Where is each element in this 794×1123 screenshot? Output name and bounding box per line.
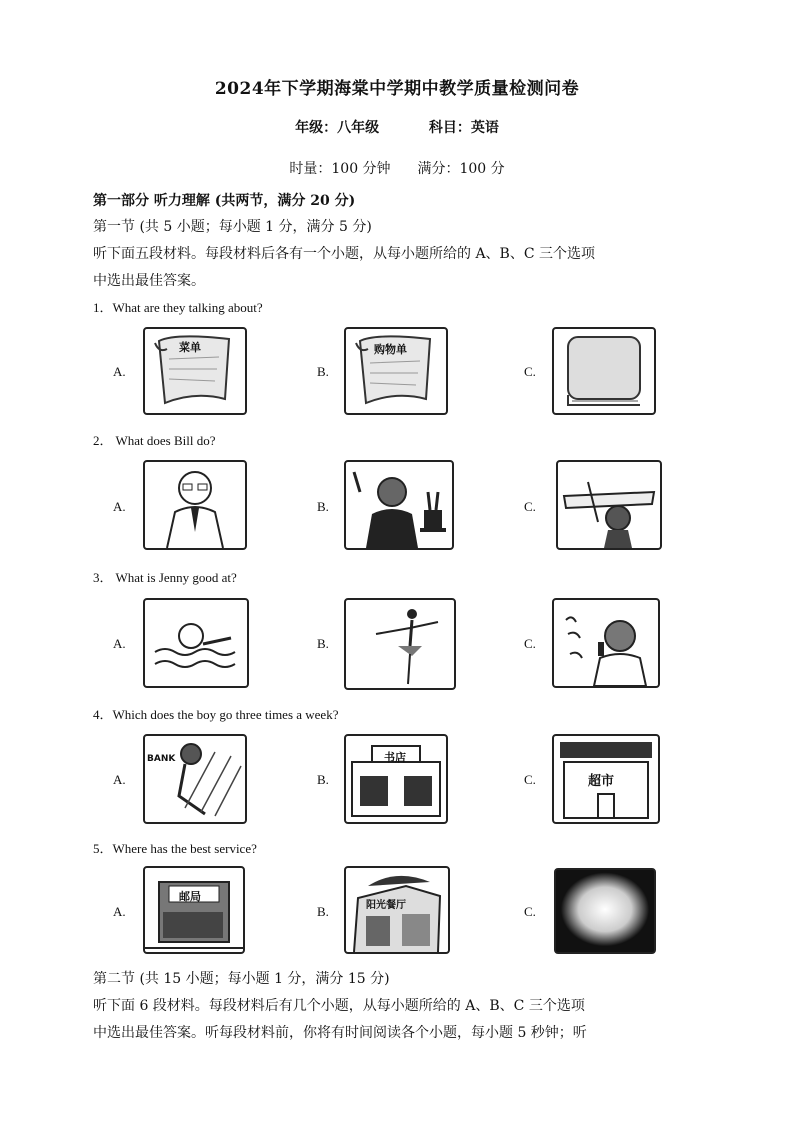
q1-option-b[interactable]: B. — [317, 364, 329, 379]
q5-image-a-label: 邮局 — [179, 890, 201, 903]
subject-label: 科目：英语 — [428, 120, 499, 136]
q2-option-a[interactable]: A. — [113, 499, 126, 514]
q4-image-c-supermarket — [552, 734, 660, 824]
q3-image-a-swimming — [143, 598, 249, 688]
q1-option-a[interactable]: A. — [113, 364, 126, 379]
question-3-text: 3． What is Jenny good at? — [93, 570, 237, 585]
q5-option-a[interactable]: A. — [113, 904, 126, 919]
q5-option-c[interactable]: C. — [524, 904, 536, 919]
q5-image-c-dark-screen — [554, 868, 656, 954]
q3-option-a[interactable]: A. — [113, 636, 126, 651]
q1-image-a-menu-scroll — [143, 327, 247, 415]
section1-instruction-1: 听下面五段材料。每段材料后各有一个小题，从每小题所给的 A、B、C 三个选项 — [93, 246, 596, 262]
part1-heading: 第一部分 听力理解 (共两节，满分 20 分) — [93, 193, 356, 209]
q1-option-c[interactable]: C. — [524, 364, 536, 379]
exam-meta-time-score — [0, 158, 794, 178]
q2-option-c[interactable]: C. — [524, 499, 536, 514]
q5-image-b-restaurant — [344, 866, 450, 954]
q3-option-c[interactable]: C. — [524, 636, 536, 651]
q4-image-a-bank-running — [143, 734, 247, 824]
question-2-text: 2． What does Bill do? — [93, 433, 216, 448]
q4-option-c[interactable]: C. — [524, 772, 536, 787]
q4-option-b[interactable]: B. — [317, 772, 329, 787]
q2-image-c-pilot-plane — [556, 460, 662, 550]
q1-image-b-label: 购物单 — [374, 343, 407, 356]
q4-option-a[interactable]: A. — [113, 772, 126, 787]
time-limit: 时量：100 分钟 — [289, 161, 391, 177]
q5-image-a-post-office — [143, 866, 245, 954]
section1-instruction-2: 中选出最佳答案。 — [93, 273, 205, 289]
q5-image-b-label: 阳光餐厅 — [366, 900, 406, 911]
section1-heading: 第一节 (共 5 小题；每小题 1 分，满分 5 分) — [93, 219, 372, 235]
q3-image-b-ballet — [344, 598, 456, 690]
q4-image-b-label: 书店 — [384, 751, 406, 764]
section2-instruction-1: 听下面 6 段材料。每段材料后有几个小题，从每小题所给的 A、B、C 三个选项 — [93, 998, 585, 1014]
q3-option-b[interactable]: B. — [317, 636, 329, 651]
q3-image-c-singing — [552, 598, 660, 688]
q1-image-b-shopping-list-scroll — [344, 327, 448, 415]
question-5-text: 5．Where has the best service? — [93, 841, 257, 856]
question-4-text: 4．Which does the boy go three times a week? — [93, 707, 339, 722]
grade-label: 年级：八年级 — [295, 120, 380, 136]
q4-image-a-label: BANK — [147, 754, 176, 764]
q1-image-a-label: 菜单 — [179, 341, 201, 354]
q2-image-b-magician — [344, 460, 454, 550]
exam-meta-grade-subject — [0, 117, 794, 137]
q2-image-a-doctor — [143, 460, 247, 550]
q2-option-b[interactable]: B. — [317, 499, 329, 514]
q4-image-c-label: 超市 — [588, 774, 615, 789]
question-1-text: 1．What are they talking about? — [93, 300, 263, 315]
q5-option-b[interactable]: B. — [317, 904, 329, 919]
page-title: 2024年下学期海棠中学期中教学质量检测问卷 — [214, 79, 580, 99]
q1-image-c-book — [552, 327, 656, 415]
section2-heading: 第二节 (共 15 小题；每小题 1 分，满分 15 分) — [93, 971, 390, 987]
section2-instruction-2: 中选出最佳答案。听每段材料前，你将有时间阅读各个小题，每小题 5 秒钟；听 — [93, 1025, 587, 1041]
full-score: 满分：100 分 — [417, 161, 505, 177]
q4-image-b-bookstore — [344, 734, 448, 824]
